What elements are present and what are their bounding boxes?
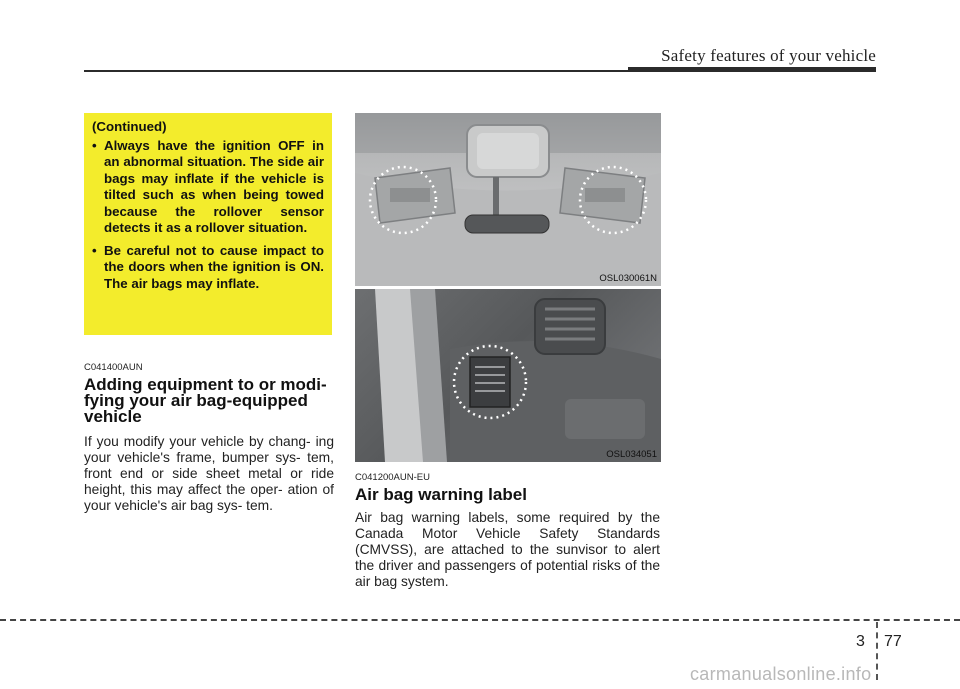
section-code: C041200AUN-EU (355, 472, 430, 483)
section-heading: Adding equipment to or modi- fying your air bag-equipped vehicle (84, 375, 327, 426)
page-number: 77 (884, 633, 902, 650)
photo-code-bottom: OSL034051 (606, 449, 657, 460)
page-number-divider (876, 622, 878, 680)
sunvisor-photo (355, 113, 661, 286)
footer-rule (0, 619, 960, 621)
sunvisor-illustration (355, 113, 661, 286)
chapter-number: 3 (856, 633, 865, 650)
section-body: If you modify your vehicle by chang- ing your vehicle's frame, bumper sys- tem, front end or side sheet metal or ride height, this may affect the oper- ation of your vehicle's air bag sys- tem. (84, 434, 334, 513)
warning-bullet-ignition: • Always have the ignition OFF in an abnormal situation. The side air bags may inflate if the vehicle is tilted such as when being towed because the rollover sensor detects it as a rollover situation. (92, 138, 324, 237)
door-label-photo (355, 289, 661, 462)
warning-box (84, 113, 332, 335)
header-rule-accent (628, 67, 876, 72)
door-label-illustration (355, 289, 661, 462)
warning-bullet-doors: • Be careful not to cause impact to the doors when the ignition is ON. The air bags may inflate. (92, 243, 324, 293)
photo-code-top: OSL030061N (599, 273, 657, 284)
section-title: Safety features of your vehicle (661, 46, 876, 65)
section-code: C041400AUN (84, 362, 143, 373)
section-body: Air bag warning labels, some required by the Canada Motor Vehicle Safety Standards (CMVSS), are attached to the sunvisor to alert the driver and passengers of potential risks of the air bag system. (355, 510, 660, 589)
watermark: carmanualsonline.info (690, 664, 872, 684)
continued-label: (Continued) (92, 119, 167, 134)
warning-list (92, 138, 324, 293)
section-heading: Air bag warning label (355, 485, 527, 504)
